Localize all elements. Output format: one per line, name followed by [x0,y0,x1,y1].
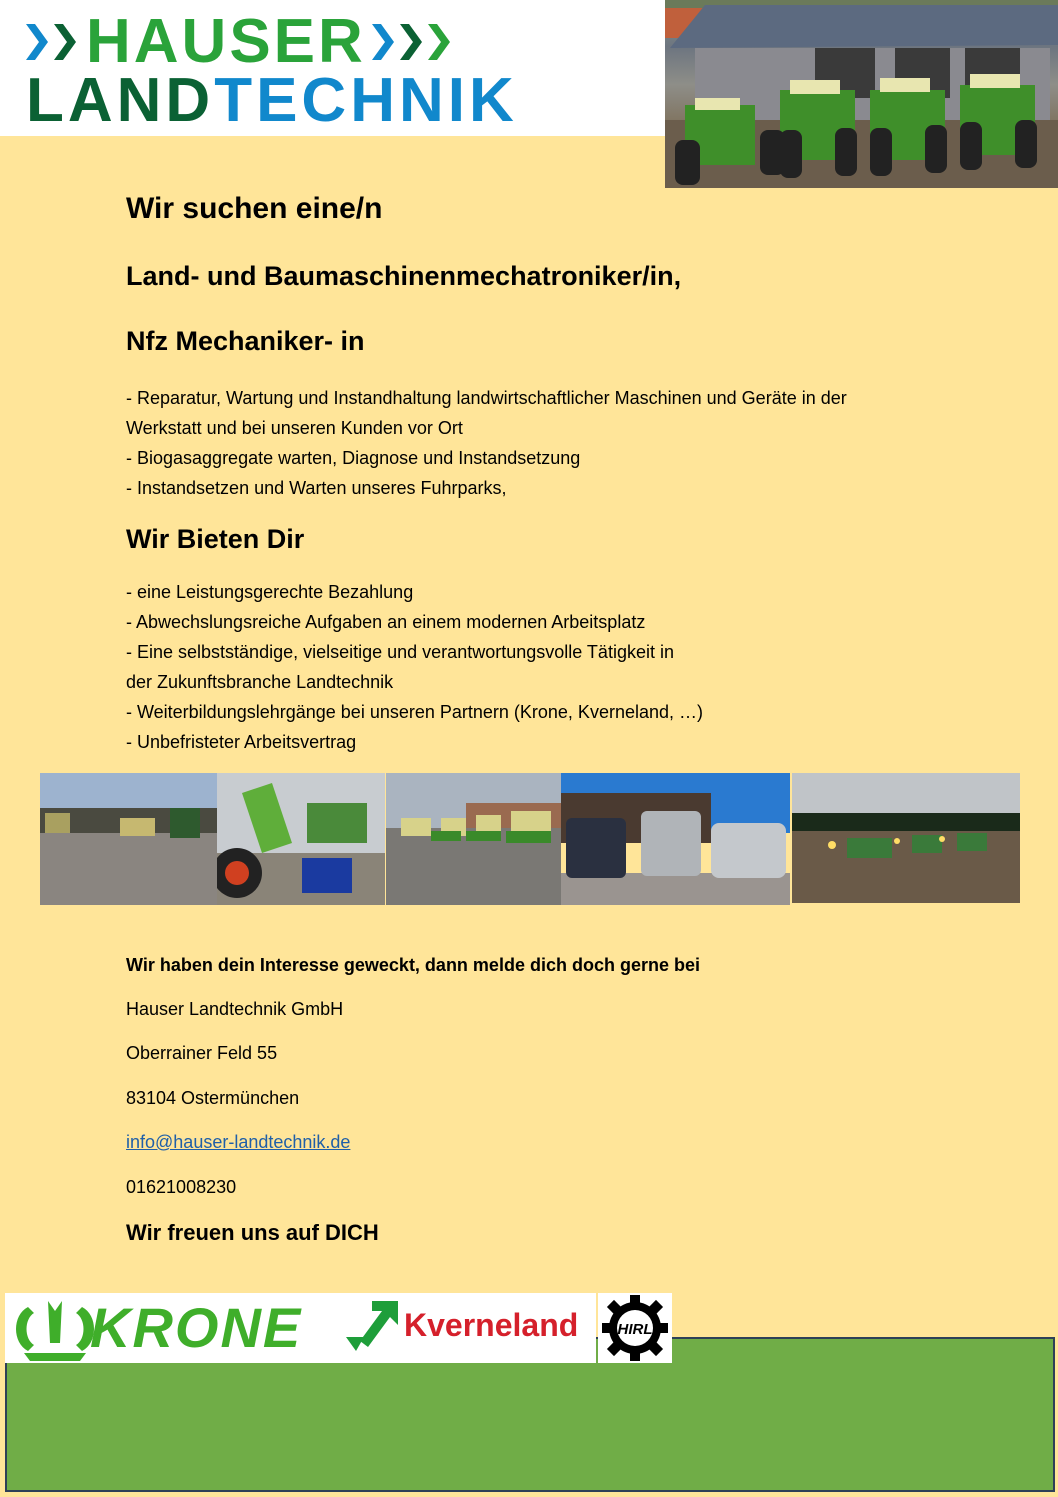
duties-list [126,383,847,503]
closing-text: Wir freuen uns auf DICH [126,1220,379,1245]
kverneland-text: Kverneland [404,1307,579,1343]
chevron-darkgreen-icon [400,24,422,60]
photo-service-vans [561,773,790,905]
photo-harvest-field [792,773,1020,903]
logo-technik-text: TECHNIK [214,66,518,135]
gear-icon [600,1293,670,1363]
logo-line-2 [26,66,518,135]
phone-number: 01621008230 [126,1177,237,1197]
chevron-darkgreen-icon [54,24,76,60]
offer-line: - Eine selbstständige, vielseitige und verantwortungsvolle Tätigkeit in [126,642,674,662]
city-address: 83104 Ostermünchen [126,1088,300,1108]
hero-photo [665,0,1058,188]
intro-heading: Wir suchen eine/n [126,192,383,225]
hirl-logo [598,1293,672,1363]
photo-machines-yard [40,773,217,905]
duty-line: Werkstatt und bei unseren Kunden vor Ort [126,418,463,438]
offer-line: - eine Leistungsgerechte Bezahlung [126,582,414,602]
logo-hauser-text: HAUSER [86,7,366,76]
company-name: Hauser Landtechnik GmbH [126,999,344,1019]
hirl-text: HIRL [617,1321,653,1338]
photo-workshop [217,773,385,905]
duty-line: - Biogasaggregate warten, Diagnose und Instandsetzung [126,448,581,468]
offer-line: - Weiterbildungslehrgänge bei unseren Partnern (Krone, Kverneland, …) [126,702,703,722]
duty-line: - Reparatur, Wartung und Instandhaltung landwirtschaftlicher Maschinen und Geräte in der [126,388,847,408]
job-title-1: Land- und Baumaschinenmechatroniker/in, [126,261,682,291]
chevron-blue-icon [372,24,394,60]
logo-land-text: LAND [26,66,215,135]
job-title-2: Nfz Mechaniker- in [126,326,365,356]
chevron-blue-icon [26,24,48,60]
company-logo [0,0,665,136]
chevron-green-icon [428,24,450,60]
email-link[interactable]: info@hauser-landtechnik.de [126,1132,351,1152]
contact-cta: Wir haben dein Interesse geweckt, dann melde dich doch gerne bei [126,955,700,975]
kverneland-logo [340,1293,596,1363]
kverneland-arrow-icon [342,1297,402,1359]
duty-line: - Instandsetzen und Warten unseres Fuhrparks, [126,478,507,498]
logo-line-1 [26,7,456,76]
offer-line: der Zukunftsbranche Landtechnik [126,672,394,692]
photo-krone-lineup [386,773,561,905]
harvesters-workshop-image [665,0,1058,188]
offer-heading: Wir Bieten Dir [126,524,305,554]
offer-line: - Unbefristeter Arbeitsvertrag [126,732,357,752]
offer-list [126,577,703,757]
krone-crown-icon [10,1295,100,1361]
krone-text: KRONE [90,1296,303,1359]
offer-line: - Abwechslungsreiche Aufgaben an einem modernen Arbeitsplatz [126,612,646,632]
krone-logo [5,1293,342,1363]
street-address: Oberrainer Feld 55 [126,1043,278,1063]
